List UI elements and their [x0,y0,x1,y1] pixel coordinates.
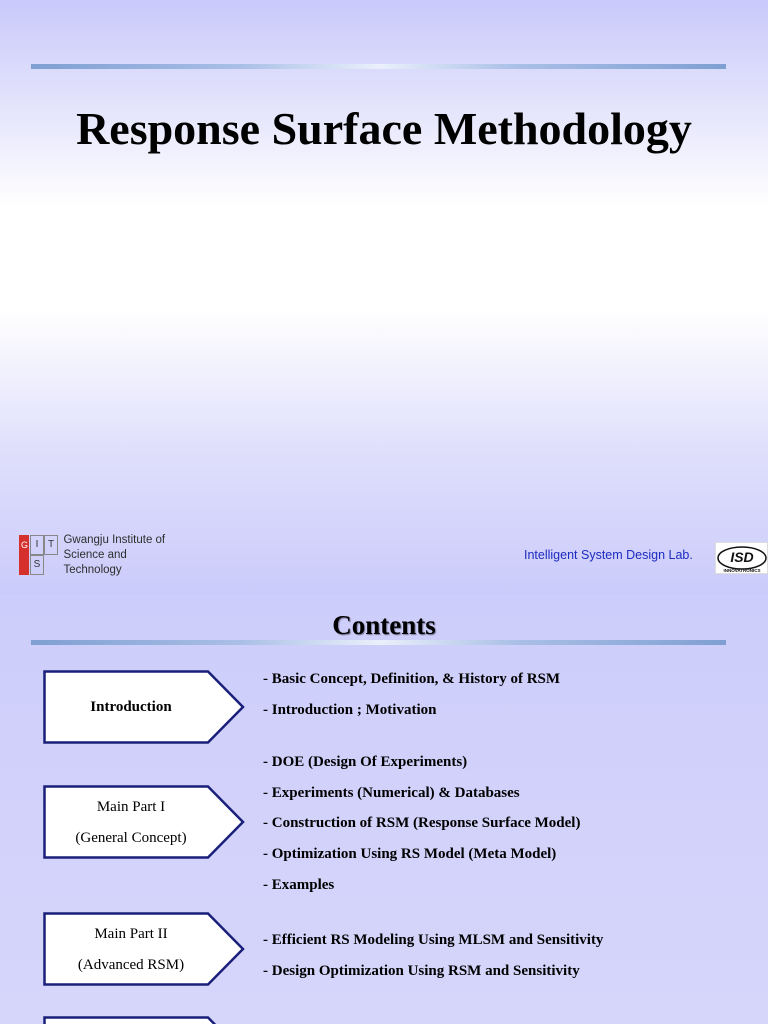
section-arrow-partial [43,1016,245,1024]
bullet-item: - Basic Concept, Definition, & History of RSM [263,671,561,687]
gist-name: Gwangju Institute of Science and Technology [63,533,166,576]
bullet-item: - Construction of RSM (Response Surface Model) [263,815,581,831]
bullet-item: - Efficient RS Modeling Using MLSM and Sensitivity [263,932,604,948]
contents-rule [31,640,726,645]
bullet-item: - Introduction ; Motivation [263,702,437,718]
contents-slide [0,594,768,1024]
isd-logo-icon [715,542,768,574]
gist-mark-icon: G I S T [19,535,55,575]
contents-title: Contents [332,610,436,640]
header-rule [31,64,726,69]
bullet-item: - DOE (Design Of Experiments) [263,754,468,770]
bullet-item: - Examples [263,877,335,893]
arrow-shape-icon [43,1016,245,1024]
lab-name: Intelligent System Design Lab. [524,548,693,562]
gist-logo [19,535,177,575]
slide-title: Response Surface Methodology [76,103,692,154]
svg-text:ISD: ISD [730,549,754,565]
section-arrow-main-part-2: Main Part II (Advanced RSM) [43,912,245,986]
bullet-item: - Experiments (Numerical) & Databases [263,785,520,801]
bullet-item: - Optimization Using RS Model (Meta Model) [263,846,557,862]
section-arrow-introduction: Introduction [43,670,245,744]
bullet-item: - Design Optimization Using RSM and Sensitivity [263,963,580,979]
svg-text:INNOVATRONICS: INNOVATRONICS [723,568,761,573]
section-arrow-main-part-1: Main Part I (General Concept) [43,785,245,859]
